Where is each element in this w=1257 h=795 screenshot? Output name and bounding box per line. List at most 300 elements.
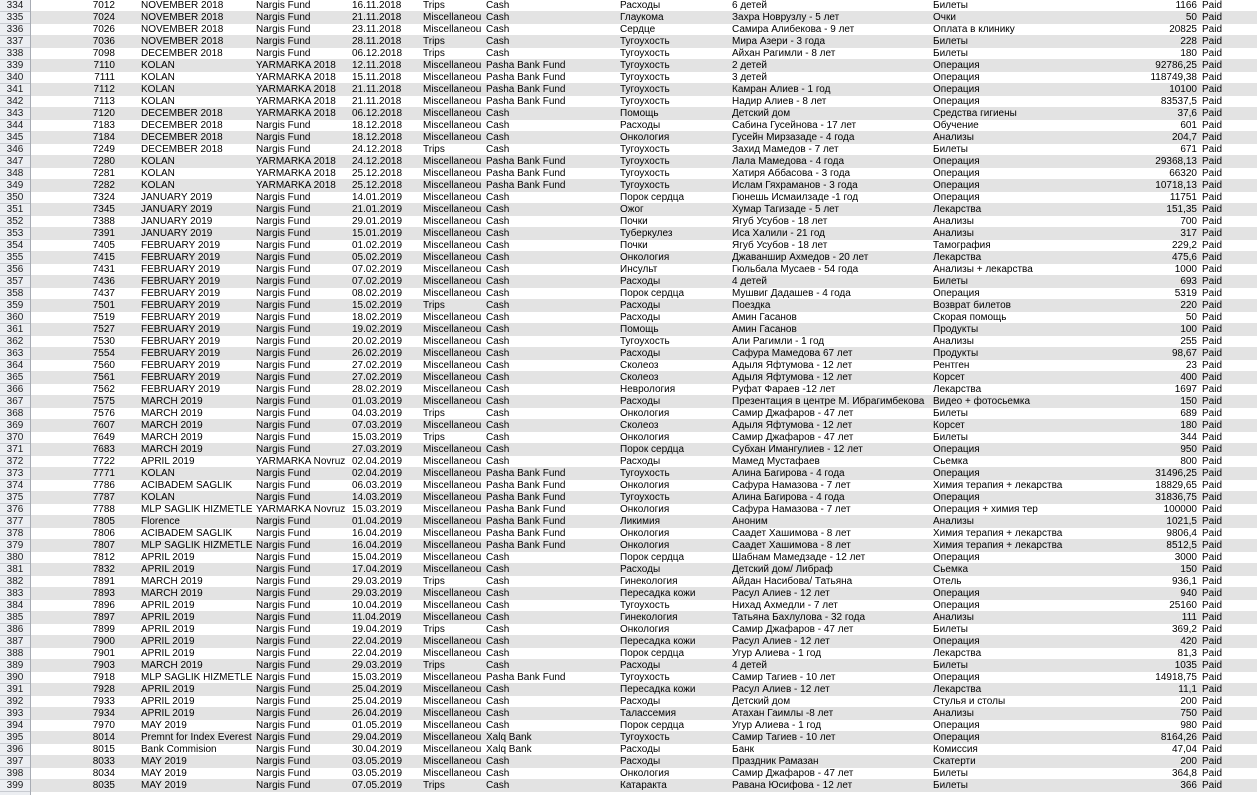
diagnosis-cell[interactable]: Сколеоз xyxy=(620,420,659,431)
fund-cell[interactable]: Nargis Fund xyxy=(256,588,311,599)
amount-cell[interactable]: 92786,25 xyxy=(1155,60,1197,71)
diagnosis-cell[interactable]: Расходы xyxy=(620,300,661,311)
id-cell[interactable]: 7788 xyxy=(92,504,115,515)
diagnosis-cell[interactable]: Онкология xyxy=(620,540,670,551)
date-cell[interactable]: 07.05.2019 xyxy=(352,780,403,791)
date-cell[interactable]: 20.02.2019 xyxy=(352,336,403,347)
table-row[interactable] xyxy=(31,684,1257,696)
table-row[interactable] xyxy=(31,384,1257,396)
beneficiary-cell[interactable]: Самир Джафаров - 47 лет xyxy=(732,768,854,779)
id-cell[interactable]: 7120 xyxy=(92,108,115,119)
payment-cell[interactable]: Cash xyxy=(486,12,510,23)
date-cell[interactable]: 19.04.2019 xyxy=(352,624,403,635)
purpose-cell[interactable]: Анализы xyxy=(933,132,974,143)
amount-cell[interactable]: 180 xyxy=(1180,48,1197,59)
id-cell[interactable]: 7832 xyxy=(92,564,115,575)
payment-cell[interactable]: Pasha Bank Fund xyxy=(486,180,566,191)
beneficiary-cell[interactable]: Субхан Имангулиев - 12 лет xyxy=(732,444,863,455)
fund-cell[interactable]: Nargis Fund xyxy=(256,756,311,767)
table-row[interactable] xyxy=(31,480,1257,492)
id-cell[interactable]: 7530 xyxy=(92,336,115,347)
amount-cell[interactable]: 180 xyxy=(1180,420,1197,431)
id-cell[interactable]: 7527 xyxy=(92,324,115,335)
diagnosis-cell[interactable]: Порок сердца xyxy=(620,444,685,455)
status-cell[interactable]: Paid xyxy=(1202,492,1223,503)
id-cell[interactable]: 7576 xyxy=(92,408,115,419)
payment-cell[interactable]: Pasha Bank Fund xyxy=(486,96,566,107)
id-cell[interactable]: 7519 xyxy=(92,312,115,323)
row-header[interactable]: 368 xyxy=(0,408,30,420)
table-row[interactable] xyxy=(31,552,1257,564)
row-header[interactable]: 362 xyxy=(0,336,30,348)
table-row[interactable] xyxy=(31,324,1257,336)
row-header[interactable]: 360 xyxy=(0,312,30,324)
date-cell[interactable]: 18.02.2019 xyxy=(352,312,403,323)
payment-cell[interactable]: Cash xyxy=(486,204,510,215)
id-cell[interactable]: 7683 xyxy=(92,444,115,455)
id-cell[interactable]: 7026 xyxy=(92,24,115,35)
amount-cell[interactable]: 10718,13 xyxy=(1155,180,1197,191)
table-row[interactable] xyxy=(31,492,1257,504)
status-cell[interactable]: Paid xyxy=(1202,240,1223,251)
payment-cell[interactable]: Cash xyxy=(486,36,510,47)
date-cell[interactable]: 27.02.2019 xyxy=(352,372,403,383)
beneficiary-cell[interactable]: Самир Тагиев - 10 лет xyxy=(732,732,836,743)
payment-cell[interactable]: Pasha Bank Fund xyxy=(486,468,566,479)
table-row[interactable] xyxy=(31,516,1257,528)
beneficiary-cell[interactable]: Мушвиг Дадашев - 4 года xyxy=(732,288,851,299)
diagnosis-cell[interactable]: Порок сердца xyxy=(620,552,685,563)
diagnosis-cell[interactable]: Порок сердца xyxy=(620,648,685,659)
row-header[interactable]: 385 xyxy=(0,612,30,624)
payment-cell[interactable]: Cash xyxy=(486,360,510,371)
fund-cell[interactable]: Nargis Fund xyxy=(256,624,311,635)
category-cell[interactable]: Miscellaneou xyxy=(423,312,482,323)
period-cell[interactable]: APRIL 2019 xyxy=(141,456,195,467)
diagnosis-cell[interactable]: Расходы xyxy=(620,120,661,131)
payment-cell[interactable]: Cash xyxy=(486,648,510,659)
date-cell[interactable]: 06.12.2018 xyxy=(352,108,403,119)
payment-cell[interactable]: Cash xyxy=(486,300,510,311)
id-cell[interactable]: 7787 xyxy=(92,492,115,503)
status-cell[interactable]: Paid xyxy=(1202,84,1223,95)
date-cell[interactable]: 19.02.2019 xyxy=(352,324,403,335)
date-cell[interactable]: 02.04.2019 xyxy=(352,468,403,479)
id-cell[interactable]: 7899 xyxy=(92,624,115,635)
status-cell[interactable]: Paid xyxy=(1202,648,1223,659)
fund-cell[interactable]: Nargis Fund xyxy=(256,552,311,563)
purpose-cell[interactable]: Рентген xyxy=(933,360,970,371)
table-row[interactable] xyxy=(31,720,1257,732)
purpose-cell[interactable]: Билеты xyxy=(933,660,968,671)
id-cell[interactable]: 7933 xyxy=(92,696,115,707)
category-cell[interactable]: Trips xyxy=(423,36,445,47)
fund-cell[interactable]: Nargis Fund xyxy=(256,384,311,395)
purpose-cell[interactable]: Операция xyxy=(933,552,980,563)
amount-cell[interactable]: 14918,75 xyxy=(1155,672,1197,683)
period-cell[interactable]: FEBRUARY 2019 xyxy=(141,312,221,323)
table-row[interactable] xyxy=(31,468,1257,480)
beneficiary-cell[interactable]: Адыля Яфтумова - 12 лет xyxy=(732,372,853,383)
table-row[interactable] xyxy=(31,420,1257,432)
table-row[interactable] xyxy=(31,24,1257,36)
period-cell[interactable]: APRIL 2019 xyxy=(141,612,195,623)
diagnosis-cell[interactable]: Почки xyxy=(620,240,648,251)
beneficiary-cell[interactable]: Гюнешь Исмаилзаде -1 год xyxy=(732,192,859,203)
period-cell[interactable]: MAY 2019 xyxy=(141,768,187,779)
fund-cell[interactable]: Nargis Fund xyxy=(256,288,311,299)
purpose-cell[interactable]: Операция xyxy=(933,156,980,167)
payment-cell[interactable]: Pasha Bank Fund xyxy=(486,168,566,179)
row-header[interactable]: 375 xyxy=(0,492,30,504)
payment-cell[interactable]: Cash xyxy=(486,696,510,707)
purpose-cell[interactable]: Продукты xyxy=(933,348,979,359)
status-cell[interactable]: Paid xyxy=(1202,540,1223,551)
table-row[interactable] xyxy=(31,360,1257,372)
diagnosis-cell[interactable]: Помощь xyxy=(620,324,659,335)
category-cell[interactable]: Miscellaneou xyxy=(423,540,482,551)
category-cell[interactable]: Miscellaneou xyxy=(423,276,482,287)
status-cell[interactable]: Paid xyxy=(1202,276,1223,287)
amount-cell[interactable]: 98,67 xyxy=(1171,348,1197,359)
row-header[interactable]: 397 xyxy=(0,756,30,768)
diagnosis-cell[interactable]: Расходы xyxy=(620,456,661,467)
date-cell[interactable]: 25.12.2018 xyxy=(352,180,403,191)
category-cell[interactable]: Miscellaneou xyxy=(423,744,482,755)
category-cell[interactable]: Miscellaneou xyxy=(423,396,482,407)
period-cell[interactable]: FEBRUARY 2019 xyxy=(141,384,221,395)
table-row[interactable] xyxy=(31,96,1257,108)
row-header[interactable]: 361 xyxy=(0,324,30,336)
row-header[interactable]: 370 xyxy=(0,432,30,444)
table-row[interactable] xyxy=(31,672,1257,684)
fund-cell[interactable]: Nargis Fund xyxy=(256,648,311,659)
diagnosis-cell[interactable]: Тугоухость xyxy=(620,72,670,83)
beneficiary-cell[interactable]: Атахан Гаимлы -8 лет xyxy=(732,708,834,719)
period-cell[interactable]: MLP SAGLIK HIZMETLE xyxy=(141,540,253,551)
fund-cell[interactable]: Nargis Fund xyxy=(256,360,311,371)
status-cell[interactable]: Paid xyxy=(1202,576,1223,587)
amount-cell[interactable]: 25160 xyxy=(1169,600,1197,611)
row-header[interactable]: 378 xyxy=(0,528,30,540)
period-cell[interactable]: NOVEMBER 2018 xyxy=(141,24,224,35)
table-row[interactable] xyxy=(31,588,1257,600)
amount-cell[interactable]: 317 xyxy=(1180,228,1197,239)
purpose-cell[interactable]: Видео + фотосьемка xyxy=(933,396,1031,407)
diagnosis-cell[interactable]: Катаракта xyxy=(620,780,667,791)
payment-cell[interactable]: Cash xyxy=(486,552,510,563)
row-header[interactable]: 393 xyxy=(0,708,30,720)
row-header[interactable]: 382 xyxy=(0,576,30,588)
amount-cell[interactable]: 1021,5 xyxy=(1166,516,1197,527)
fund-cell[interactable]: Nargis Fund xyxy=(256,276,311,287)
table-row[interactable] xyxy=(31,0,1257,12)
date-cell[interactable]: 08.02.2019 xyxy=(352,288,403,299)
beneficiary-cell[interactable]: Камран Алиев - 1 год xyxy=(732,84,831,95)
diagnosis-cell[interactable]: Онкология xyxy=(620,504,670,515)
payment-cell[interactable]: Cash xyxy=(486,228,510,239)
payment-cell[interactable]: Cash xyxy=(486,444,510,455)
table-row[interactable] xyxy=(31,204,1257,216)
category-cell[interactable]: Miscellaneou xyxy=(423,204,482,215)
status-cell[interactable]: Paid xyxy=(1202,636,1223,647)
payment-cell[interactable]: Cash xyxy=(486,276,510,287)
row-header[interactable]: 356 xyxy=(0,264,30,276)
diagnosis-cell[interactable]: Тугоухость xyxy=(620,468,670,479)
id-cell[interactable]: 7771 xyxy=(92,468,115,479)
diagnosis-cell[interactable]: Гинекология xyxy=(620,576,678,587)
category-cell[interactable]: Miscellaneou xyxy=(423,228,482,239)
period-cell[interactable]: MAY 2019 xyxy=(141,720,187,731)
diagnosis-cell[interactable]: Сколеоз xyxy=(620,372,659,383)
table-row[interactable] xyxy=(31,240,1257,252)
row-header[interactable]: 338 xyxy=(0,48,30,60)
row-header[interactable]: 384 xyxy=(0,600,30,612)
amount-cell[interactable]: 255 xyxy=(1180,336,1197,347)
beneficiary-cell[interactable]: Самир Джафаров - 47 лет xyxy=(732,432,854,443)
fund-cell[interactable]: Nargis Fund xyxy=(256,36,311,47)
amount-cell[interactable]: 344 xyxy=(1180,432,1197,443)
status-cell[interactable]: Paid xyxy=(1202,336,1223,347)
status-cell[interactable]: Paid xyxy=(1202,528,1223,539)
category-cell[interactable]: Trips xyxy=(423,408,445,419)
category-cell[interactable]: Miscellaneou xyxy=(423,456,482,467)
diagnosis-cell[interactable]: Ожог xyxy=(620,204,644,215)
fund-cell[interactable]: YARMARKA Novruz xyxy=(256,504,346,515)
purpose-cell[interactable]: Анализы xyxy=(933,228,974,239)
status-cell[interactable]: Paid xyxy=(1202,384,1223,395)
id-cell[interactable]: 7098 xyxy=(92,48,115,59)
period-cell[interactable]: FEBRUARY 2019 xyxy=(141,336,221,347)
date-cell[interactable]: 29.03.2019 xyxy=(352,588,403,599)
table-row[interactable] xyxy=(31,72,1257,84)
period-cell[interactable]: KOLAN xyxy=(141,468,175,479)
category-cell[interactable]: Trips xyxy=(423,432,445,443)
category-cell[interactable]: Trips xyxy=(423,144,445,155)
date-cell[interactable]: 16.11.2018 xyxy=(352,0,402,11)
beneficiary-cell[interactable]: Расул Алиев - 12 лет xyxy=(732,588,830,599)
amount-cell[interactable]: 83537,5 xyxy=(1160,96,1197,107)
id-cell[interactable]: 7280 xyxy=(92,156,115,167)
status-cell[interactable]: Paid xyxy=(1202,600,1223,611)
status-cell[interactable]: Paid xyxy=(1202,768,1223,779)
date-cell[interactable]: 02.04.2019 xyxy=(352,456,403,467)
category-cell[interactable]: Miscellaneou xyxy=(423,132,482,143)
id-cell[interactable]: 7807 xyxy=(92,540,115,551)
diagnosis-cell[interactable]: Онкология xyxy=(620,528,670,539)
row-header[interactable]: 334 xyxy=(0,0,30,12)
amount-cell[interactable]: 20825 xyxy=(1169,24,1197,35)
amount-cell[interactable]: 1697 xyxy=(1174,384,1197,395)
date-cell[interactable]: 26.02.2019 xyxy=(352,348,403,359)
row-header[interactable]: 396 xyxy=(0,744,30,756)
amount-cell[interactable]: 18829,65 xyxy=(1155,480,1197,491)
id-cell[interactable]: 7281 xyxy=(92,168,115,179)
category-cell[interactable]: Miscellaneou xyxy=(423,708,482,719)
period-cell[interactable]: DECEMBER 2018 xyxy=(141,108,223,119)
fund-cell[interactable]: Nargis Fund xyxy=(256,696,311,707)
date-cell[interactable]: 29.04.2019 xyxy=(352,732,403,743)
status-cell[interactable]: Paid xyxy=(1202,612,1223,623)
date-cell[interactable]: 06.03.2019 xyxy=(352,480,403,491)
diagnosis-cell[interactable]: Расходы xyxy=(620,660,661,671)
table-row[interactable] xyxy=(31,744,1257,756)
date-cell[interactable]: 15.03.2019 xyxy=(352,504,403,515)
id-cell[interactable]: 7897 xyxy=(92,612,115,623)
id-cell[interactable]: 8015 xyxy=(92,744,115,755)
table-row[interactable] xyxy=(31,768,1257,780)
payment-cell[interactable]: Pasha Bank Fund xyxy=(486,60,566,71)
fund-cell[interactable]: Nargis Fund xyxy=(256,216,311,227)
period-cell[interactable]: FEBRUARY 2019 xyxy=(141,240,221,251)
fund-cell[interactable]: YARMARKA 2018 xyxy=(256,72,336,83)
category-cell[interactable]: Miscellaneou xyxy=(423,612,482,623)
beneficiary-cell[interactable]: 4 детей xyxy=(732,276,768,287)
period-cell[interactable]: FEBRUARY 2019 xyxy=(141,288,221,299)
id-cell[interactable]: 7562 xyxy=(92,384,115,395)
table-row[interactable] xyxy=(31,564,1257,576)
payment-cell[interactable]: Cash xyxy=(486,312,510,323)
diagnosis-cell[interactable]: Пересадка кожи xyxy=(620,636,696,647)
date-cell[interactable]: 26.04.2019 xyxy=(352,708,403,719)
status-cell[interactable]: Paid xyxy=(1202,324,1223,335)
table-row[interactable] xyxy=(31,228,1257,240)
id-cell[interactable]: 7282 xyxy=(92,180,115,191)
id-cell[interactable]: 7812 xyxy=(92,552,115,563)
beneficiary-cell[interactable]: Айхан Рагимли - 8 лет xyxy=(732,48,836,59)
payment-cell[interactable]: Cash xyxy=(486,288,510,299)
status-cell[interactable]: Paid xyxy=(1202,732,1223,743)
beneficiary-cell[interactable]: Ягуб Усубов - 18 лет xyxy=(732,216,828,227)
payment-cell[interactable]: Cash xyxy=(486,600,510,611)
status-cell[interactable]: Paid xyxy=(1202,408,1223,419)
beneficiary-cell[interactable]: Сафура Намазова - 7 лет xyxy=(732,480,851,491)
table-row[interactable] xyxy=(31,192,1257,204)
fund-cell[interactable]: Nargis Fund xyxy=(256,564,311,575)
payment-cell[interactable]: Pasha Bank Fund xyxy=(486,528,566,539)
diagnosis-cell[interactable]: Расходы xyxy=(620,312,661,323)
fund-cell[interactable]: Nargis Fund xyxy=(256,240,311,251)
amount-cell[interactable]: 3000 xyxy=(1174,552,1197,563)
purpose-cell[interactable]: Операция + химия тер xyxy=(933,504,1038,515)
period-cell[interactable]: MLP SAGLIK HIZMETLE xyxy=(141,504,253,515)
diagnosis-cell[interactable]: Тугоухость xyxy=(620,180,670,191)
date-cell[interactable]: 12.11.2018 xyxy=(352,60,402,71)
period-cell[interactable]: MARCH 2019 xyxy=(141,408,203,419)
date-cell[interactable]: 15.03.2019 xyxy=(352,672,403,683)
fund-cell[interactable]: Nargis Fund xyxy=(256,396,311,407)
purpose-cell[interactable]: Сьемка xyxy=(933,456,969,467)
table-row[interactable] xyxy=(31,84,1257,96)
status-cell[interactable]: Paid xyxy=(1202,708,1223,719)
fund-cell[interactable]: Nargis Fund xyxy=(256,528,311,539)
status-cell[interactable]: Paid xyxy=(1202,156,1223,167)
purpose-cell[interactable]: Анализы + лекарства xyxy=(933,264,1033,275)
period-cell[interactable]: NOVEMBER 2018 xyxy=(141,36,224,47)
date-cell[interactable]: 14.03.2019 xyxy=(352,492,403,503)
purpose-cell[interactable]: Стулья и столы xyxy=(933,696,1006,707)
date-cell[interactable]: 01.03.2019 xyxy=(352,396,403,407)
period-cell[interactable]: MARCH 2019 xyxy=(141,396,203,407)
category-cell[interactable]: Miscellaneou xyxy=(423,480,482,491)
purpose-cell[interactable]: Операция xyxy=(933,588,980,599)
date-cell[interactable]: 23.11.2018 xyxy=(352,24,402,35)
date-cell[interactable]: 29.01.2019 xyxy=(352,216,403,227)
category-cell[interactable]: Miscellaneou xyxy=(423,756,482,767)
diagnosis-cell[interactable]: Онкология xyxy=(620,132,670,143)
period-cell[interactable]: FEBRUARY 2019 xyxy=(141,360,221,371)
table-row[interactable] xyxy=(31,372,1257,384)
id-cell[interactable]: 7918 xyxy=(92,672,115,683)
period-cell[interactable]: APRIL 2019 xyxy=(141,636,195,647)
purpose-cell[interactable]: Анализы xyxy=(933,336,974,347)
payment-cell[interactable]: Pasha Bank Fund xyxy=(486,504,566,515)
status-cell[interactable]: Paid xyxy=(1202,48,1223,59)
category-cell[interactable]: Miscellaneou xyxy=(423,288,482,299)
category-cell[interactable]: Miscellaneou xyxy=(423,648,482,659)
period-cell[interactable]: MARCH 2019 xyxy=(141,420,203,431)
purpose-cell[interactable]: Обучение xyxy=(933,120,979,131)
amount-cell[interactable]: 8512,5 xyxy=(1166,540,1197,551)
purpose-cell[interactable]: Билеты xyxy=(933,144,968,155)
diagnosis-cell[interactable]: Порок сердца xyxy=(620,288,685,299)
fund-cell[interactable]: YARMARKA 2018 xyxy=(256,96,336,107)
status-cell[interactable]: Paid xyxy=(1202,60,1223,71)
id-cell[interactable]: 7036 xyxy=(92,36,115,47)
category-cell[interactable]: Miscellaneou xyxy=(423,504,482,515)
period-cell[interactable]: Premnt for Index Everest xyxy=(141,732,252,743)
row-header[interactable]: 399 xyxy=(0,780,30,792)
row-header[interactable]: 359 xyxy=(0,300,30,312)
diagnosis-cell[interactable]: Талассемия xyxy=(620,708,677,719)
payment-cell[interactable]: Cash xyxy=(486,372,510,383)
payment-cell[interactable]: Cash xyxy=(486,396,510,407)
amount-cell[interactable]: 689 xyxy=(1180,408,1197,419)
fund-cell[interactable]: Nargis Fund xyxy=(256,516,311,527)
status-cell[interactable]: Paid xyxy=(1202,288,1223,299)
row-header[interactable]: 390 xyxy=(0,672,30,684)
date-cell[interactable]: 30.04.2019 xyxy=(352,744,403,755)
period-cell[interactable]: FEBRUARY 2019 xyxy=(141,264,221,275)
id-cell[interactable]: 7184 xyxy=(92,132,115,143)
row-header[interactable]: 358 xyxy=(0,288,30,300)
fund-cell[interactable]: Nargis Fund xyxy=(256,612,311,623)
purpose-cell[interactable]: Корсет xyxy=(933,420,965,431)
beneficiary-cell[interactable]: Айдан Насибова/ Татьяна xyxy=(732,576,853,587)
status-cell[interactable]: Paid xyxy=(1202,36,1223,47)
category-cell[interactable]: Miscellaneou xyxy=(423,444,482,455)
diagnosis-cell[interactable]: Расходы xyxy=(620,756,661,767)
purpose-cell[interactable]: Возврат билетов xyxy=(933,300,1011,311)
date-cell[interactable]: 16.04.2019 xyxy=(352,540,403,551)
purpose-cell[interactable]: Отель xyxy=(933,576,962,587)
category-cell[interactable]: Miscellaneou xyxy=(423,216,482,227)
row-header[interactable]: 365 xyxy=(0,372,30,384)
amount-cell[interactable]: 8164,26 xyxy=(1160,732,1197,743)
payment-cell[interactable]: Cash xyxy=(486,756,510,767)
period-cell[interactable]: NOVEMBER 2018 xyxy=(141,12,224,23)
row-header[interactable]: 383 xyxy=(0,588,30,600)
payment-cell[interactable]: Cash xyxy=(486,120,510,131)
beneficiary-cell[interactable]: Адыля Яфтумова - 12 лет xyxy=(732,420,853,431)
payment-cell[interactable]: Cash xyxy=(486,48,510,59)
purpose-cell[interactable]: Сьемка xyxy=(933,564,969,575)
fund-cell[interactable]: Nargis Fund xyxy=(256,324,311,335)
table-row[interactable] xyxy=(31,12,1257,24)
fund-cell[interactable]: Nargis Fund xyxy=(256,24,311,35)
period-cell[interactable]: KOLAN xyxy=(141,156,175,167)
fund-cell[interactable]: Nargis Fund xyxy=(256,144,311,155)
